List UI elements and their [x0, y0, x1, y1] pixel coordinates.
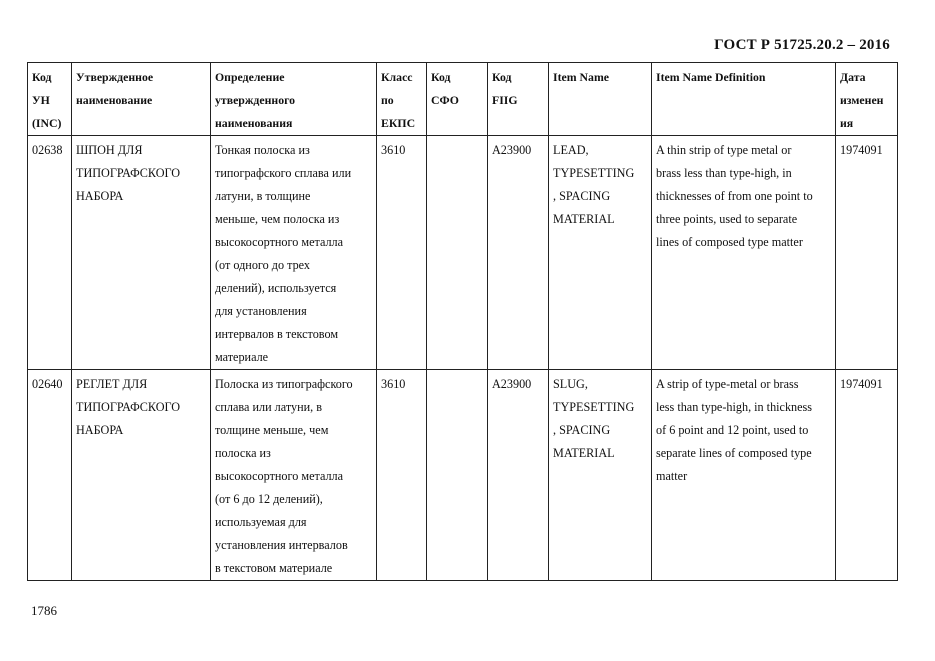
col-header-definition [211, 63, 377, 136]
cell-line: меньше, чем полоска из [215, 212, 340, 226]
cell-fiig [488, 370, 549, 581]
cell-item-name [549, 370, 652, 581]
cell-line: делений), используется [215, 281, 337, 295]
cell-line: 1974091 [840, 143, 883, 157]
cell-line: Утвержденное [76, 70, 154, 84]
cell-line: 1974091 [840, 377, 883, 391]
cell-line: lines of composed type matter [656, 235, 803, 249]
cell-line: полоска из [215, 446, 271, 460]
col-header-item-definition [652, 63, 836, 136]
cell-line: толщине меньше, чем [215, 423, 329, 437]
cell-line: Item Name [553, 70, 610, 84]
cell-line: высокосортного металла [215, 469, 344, 483]
cell-sfo [427, 370, 488, 581]
cell-name [72, 370, 211, 581]
cell-line: Определение [215, 70, 285, 84]
cell-line: наименование [76, 93, 153, 107]
cell-definition [211, 136, 377, 370]
cell-date [836, 136, 898, 370]
cell-line: Код [32, 70, 52, 84]
cell-line: separate lines of composed type [656, 446, 812, 460]
cell-line: ТИПОГРАФСКОГО [76, 166, 181, 180]
table-header-row [28, 63, 898, 136]
table-row [28, 136, 898, 370]
col-header-code [28, 63, 72, 136]
cell-line: A23900 [492, 143, 532, 157]
cell-item-name [549, 136, 652, 370]
cell-line: MATERIAL [553, 212, 615, 226]
cell-line: СФО [431, 93, 459, 107]
cell-line: типографского сплава или [215, 166, 352, 180]
cell-line: интервалов в текстовом [215, 327, 339, 341]
cell-line: SLUG, [553, 377, 588, 391]
cell-code [28, 370, 72, 581]
cell-line: высокосортного металла [215, 235, 344, 249]
page-number: 1786 [31, 603, 57, 618]
cell-line: A thin strip of type metal or [656, 143, 792, 157]
cell-line: РЕГЛЕТ ДЛЯ [76, 377, 148, 391]
col-header-fiig [488, 63, 549, 136]
cell-item-definition [652, 136, 836, 370]
cell-line: установления интервалов [215, 538, 348, 552]
cell-line: three points, used to separate [656, 212, 798, 226]
cell-line: (INC) [32, 116, 62, 130]
cell-line: ТИПОГРАФСКОГО [76, 400, 181, 414]
cell-line: (от одного до трех [215, 258, 311, 272]
cell-class [377, 136, 427, 370]
cell-line: MATERIAL [553, 446, 615, 460]
col-header-name [72, 63, 211, 136]
cell-line: Полоска из типографского [215, 377, 353, 391]
cell-line: FIIG [492, 93, 518, 107]
cell-date [836, 370, 898, 581]
cell-line: TYPESETTING [553, 166, 635, 180]
cell-line: , SPACING [553, 189, 611, 203]
document-id: ГОСТ Р 51725.20.2 – 2016 [714, 37, 890, 53]
col-header-item-name [549, 63, 652, 136]
cell-line: Item Name Definition [656, 70, 766, 84]
cell-line: Код [492, 70, 512, 84]
cell-line: 3610 [381, 143, 406, 157]
cell-line: TYPESETTING [553, 400, 635, 414]
cell-line: Тонкая полоска из [215, 143, 310, 157]
cell-line: латуни, в толщине [215, 189, 311, 203]
cell-definition [211, 370, 377, 581]
cell-line: A strip of type-metal or brass [656, 377, 799, 391]
col-header-sfo [427, 63, 488, 136]
cell-line: используемая для [215, 515, 307, 529]
cell-class [377, 370, 427, 581]
cell-line: brass less than type-high, in [656, 166, 792, 180]
item-name-table [27, 62, 898, 581]
cell-fiig [488, 136, 549, 370]
cell-name [72, 136, 211, 370]
cell-line: ШПОН ДЛЯ [76, 143, 143, 157]
cell-line: ия [840, 116, 854, 130]
cell-line: less than type-high, in thickness [656, 400, 813, 414]
cell-line: для установления [215, 304, 307, 318]
cell-line: в текстовом материале [215, 561, 333, 575]
cell-line: 3610 [381, 377, 406, 391]
cell-line: , SPACING [553, 423, 611, 437]
cell-line: Класс [381, 70, 413, 84]
cell-line: 02638 [32, 143, 63, 157]
cell-line: thicknesses of from one point to [656, 189, 813, 203]
cell-line: matter [656, 469, 688, 483]
cell-line: утвержденного [215, 93, 296, 107]
col-header-class [377, 63, 427, 136]
cell-line: УН [32, 93, 50, 107]
cell-line: по [381, 93, 394, 107]
cell-line: наименования [215, 116, 293, 130]
cell-item-definition [652, 370, 836, 581]
cell-line: изменен [840, 93, 884, 107]
cell-code [28, 136, 72, 370]
cell-line: Дата [840, 70, 866, 84]
table-row [28, 370, 898, 581]
cell-line: A23900 [492, 377, 532, 391]
cell-line: (от 6 до 12 делений), [215, 492, 323, 506]
cell-line: 02640 [32, 377, 63, 391]
cell-line: of 6 point and 12 point, used to [656, 423, 809, 437]
cell-line: НАБОРА [76, 189, 124, 203]
cell-line: сплава или латуни, в [215, 400, 322, 414]
cell-line: LEAD, [553, 143, 589, 157]
cell-line: ЕКПС [381, 116, 416, 130]
cell-line: материале [215, 350, 269, 364]
cell-line: Код [431, 70, 451, 84]
cell-line: НАБОРА [76, 423, 124, 437]
cell-sfo [427, 136, 488, 370]
col-header-date [836, 63, 898, 136]
